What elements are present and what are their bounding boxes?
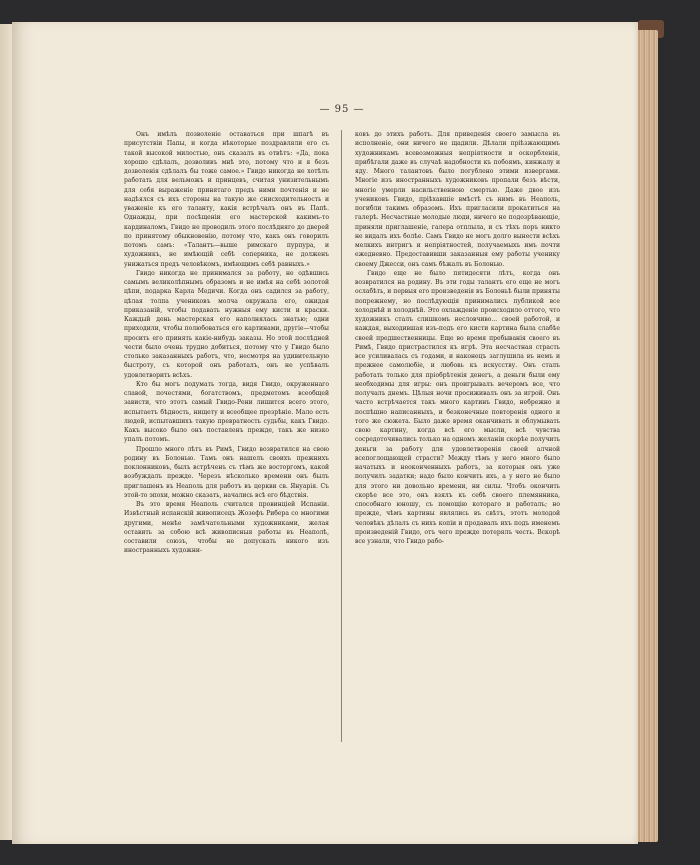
paragraph: Гвидо еще не было пятидесяти лѣтъ, когда онъ возвратился на родину. Въ эти годы талантъ его еще не могъ ослабѣть, и первыя его произведенія въ Болоньѣ были приняты попрежнему, но послѣдующія принимались публикой все холоднѣй и холоднѣй. Это охлажденіе происходило оттого, что художникъ сталъ слишкомъ несловчиво... своей работой, и каждая, выходившая изъ-подъ его кисти картина была слабѣе своей предшественницы. Еще во время пребыванія своего въ Римѣ, Гвидо пристрастился къ игрѣ. Эта несчастная страсть все усиливалась съ годами, и наконецъ заглушила въ немъ и прежнее самолюбіе, и любовь къ искусству. Онъ сталъ работать только для пріобрѣтенія денегъ, а деньги были ему необходимы для игры: онъ проигрывалъ вечеромъ все, что получалъ днемъ. Цѣлыя ночи просиживалъ онъ за игрой. Онъ часто встрѣчается такъ много картинъ Гвидо, небрежно и поспѣшно написанныхъ, и безконечные повторенія одного и того же сюжета. Было даже время оканчивать и облумывать свою картину, когда всѣ его мысли, всѣ чувства сосредоточивались только на одномъ желаніи скорѣе получить деньги за работу для удовлетворенія своей алчной всепоглощающей страсти? Между тѣмъ у него много было начатыхъ и неоконченныхъ работъ, за которыя онъ уже получилъ задатки; надо было кончить ихъ, а у него не было для этого ни довольно времени, ни силы. Чтобъ окончить скорѣе все это, онъ взялъ къ себѣ своего племянника, способнаго юношу, съ помощію котораго и работалъ; но прежде, чѣмъ картины являлись въ свѣтъ, этотъ молодой человѣкъ дѣлалъ съ нихъ копіи и продавалъ ихъ подъ именемъ произведеній Гвидо, отъ чего прежде потерялъ честь. Вскорѣ все узнали, что Гвидо рабо- <box>355 269 560 545</box>
paragraph: Прошло много лѣтъ въ Римѣ, Гвидо возвратился на свою родину въ Болонью. Тамъ онъ нашелъ своихъ прежнихъ поклонниковъ, былъ встрѣченъ съ тѣмъ же восторгомъ, какой возбуждалъ прежде. Черезъ нѣсколько времени онъ былъ приглашенъ въ Неаполь для работъ въ церкви св. Януарія. Съ этой-то эпохи, можно сказать, начались всѣ его бѣдствія. <box>124 445 329 499</box>
paragraph: Онъ имѣлъ позволеніе оставаться при шпагѣ въ присутствіи Папы, и когда нѣкоторые поздравляли его съ такой высокой милостью, онъ сказалъ въ отвѣтъ: «Да, пока хорошо сдѣлалъ, дозволивъ мнѣ это, потому что и я безъ дозволенія сдѣлалъ бы тоже самое.» Гвидо никогда не хотѣлъ работать для вельможъ и принцевъ, считая унизительнымъ для себя выраженіе принятаго предъ ними почтенія и не надѣялся съ ихъ стороны на такую же снисходительность и уваженіе къ его таланту, какія встрѣчалъ онъ въ Папѣ. Однажды, при посѣщеніи его мастерской какимъ-то кардиналомъ, Гвидо не проводилъ этого послѣдняго до дверей по принятому обыкновенію, потому что, какъ онъ говорилъ потомъ самъ: «Талантъ—выше римскаго пурпура, и художникъ, не имѣющій себѣ соперника, не долженъ унижаться предъ человѣкомъ, имѣющимъ себѣ равныхъ.» <box>124 131 329 268</box>
column-divider <box>341 130 342 742</box>
paragraph: Гвидо никогда не принимался за работу, не одѣвшись самымъ великолѣпнымъ образомъ и не имѣя на себѣ золотой цѣпи, подарка Карла Медичи. Когда онъ садился за работу, цѣлая толпа учениковъ молча окружала его, ожидая приказаній, чтобы подавать нужныя ему кисти и краски. Каждый день мастерская его наполнялась знатью; одни приходили, чтобы полюбоваться его картинами, другіе—чтобы просить его принять какіе-нибудь заказы. Но этой послѣдней чести было очень трудно добиться, потому что у Гвидо было столько заказанныхъ работъ, что, несмотря на удивительную быстроту, съ которой онъ работалъ, онъ не успѣвалъ удовлетворить всѣхъ. <box>124 269 329 379</box>
paragraph: Въ это время Неаполь считался провинціей Испаніи. Извѣстный испанскій живописецъ Жозефъ Рибера со многими другими, менѣе замѣчательными художниками, желая оставить за собою всѣ живописныя работы въ Неаполѣ, составили союзъ, чтобы не допускать никого изъ иностранныхъ художни- <box>124 501 329 555</box>
paragraph: Кто бы могъ подумать тогда, видя Гвидо, окруженнаго славой, почестями, богатствомъ, предметомъ всеобщей зависти, что этотъ самый Гвидо-Рени лишится всего этого, испытаетъ бѣдность, нищету и всеобщее презрѣніе. Мало есть людей, испытавшихъ такую превратность судьбы, какъ Гвидо. Какъ высоко было онъ поставленъ прежде, такъ же низко упалъ потомъ. <box>124 380 329 444</box>
book-page <box>12 22 638 844</box>
text-column-right <box>355 130 560 546</box>
page-number: — 95 — <box>319 104 365 115</box>
paragraph: ковъ до этихъ работъ. Для приведенія своего замысла въ исполненіе, они ничего не щадили. Дѣлали пріѣзжающимъ художникамъ всевозможныя непріятности и оскорбленія, прибѣгали даже въ случаѣ надобности къ побоямъ, кинжалу и яду. Много талантовъ было погублено этими извергами. Многіе изъ иностранныхъ художниковъ пропали безъ вѣсти, многіе умерли насильственною смертью. Даже двое изъ учениковъ Гвидо, пріѣхавшіе вмѣстѣ съ нимъ въ Неаполь, погибли такимъ образомъ. Ихъ пригласили прокатиться на галерѣ. Несчастные молодые люди, ничего не подозрѣвающіе, приняли приглашеніе, галера отплыла, и съ тѣхъ поръ никто не видалъ ихъ болѣе. Самъ Гвидо не могъ долго вынести всѣхъ мелкихъ интригъ и непріятностей, получаемыхъ имъ почти ежедневно. Предоставивши заказанныя ему работы ученику своему Джесси, онъ самъ бѣжалъ въ Болонью. <box>355 131 560 268</box>
text-column-left <box>124 130 329 556</box>
page-edges <box>636 30 658 842</box>
